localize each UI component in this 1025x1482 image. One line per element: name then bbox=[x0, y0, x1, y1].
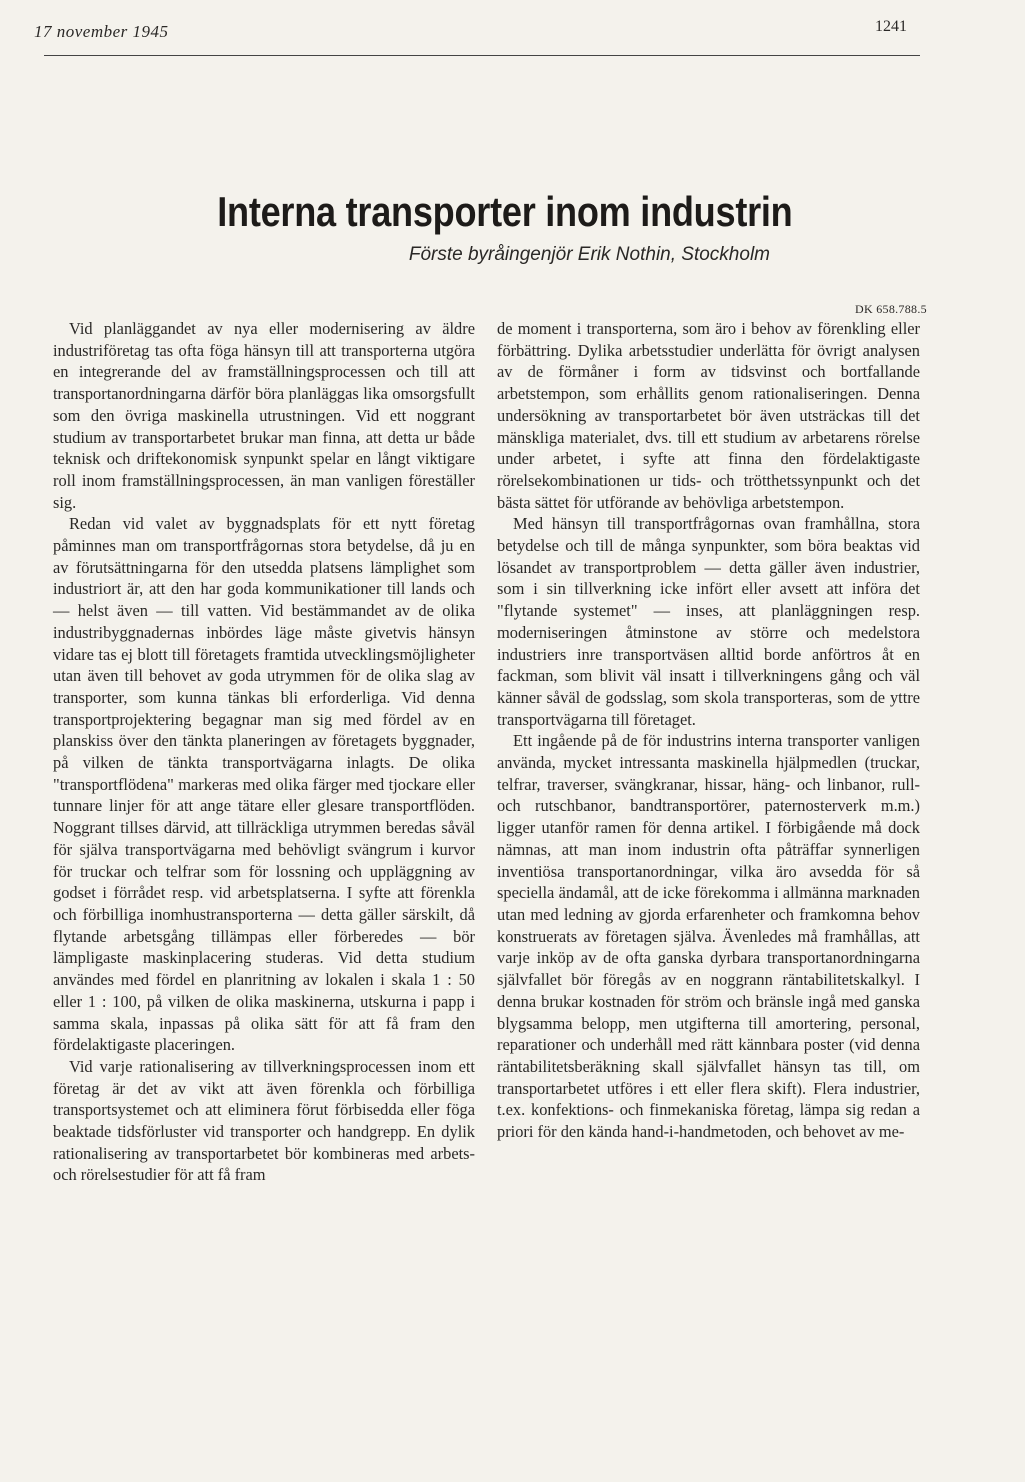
paragraph: Med hänsyn till transportfrågornas ovan framhållna, stora betydelse och till de många synpunkter, som böra beaktas vid lösandet av transportproblem — detta gäller även industrier, som i sin tillverkning icke infört eller avsett att införa det "flytande systemet" — inses, att planläggningen resp. moderniseringen åtminstone av större och medelstora industriers inre transportväsen alltid borde anförtros åt en fackman, som blivit väl insatt i tillverkningens gång och väl känner såväl de godsslag, som skola transporteras, som de yttre transportvägarna till företaget. bbox=[497, 514, 920, 729]
page-number: 1241 bbox=[875, 18, 907, 35]
article-title: Interna transporter inom industrin bbox=[217, 188, 793, 236]
paragraph: Vid planläggandet av nya eller modernisering av äldre industriföretag tas ofta föga hänsyn till att transporterna utgöra en integrerande del av framställningsprocessen och till att transportanordningarna därför böra planläggas lika omsorgsfullt som den övriga maskinella utrustningen. Vid ett noggrant studium av transportarbetet brukar man finna, att detta ur både teknisk och driftekonomisk synpunkt spelar en långt viktigare roll inom framställningsprocessen, än man vanligen föreställer sig. bbox=[53, 319, 475, 512]
right-column bbox=[497, 318, 920, 1143]
paragraph: Vid varje rationalisering av tillverkningsprocessen inom ett företag är det av vikt att även förenkla och förbilliga transportsystemet och att eliminera förut förbisedda eller föga beaktade tidsförluster vid transporter och handgrepp. En dylik rationalisering av transportarbetet bör kombineras med arbets- och rörelsestudier för att få fram bbox=[53, 1056, 475, 1185]
paragraph: de moment i transporterna, som äro i behov av förenkling eller förbättring. Dylika arbetsstudier underlätta för övrigt analysen av de förmåner i form av tidsvinst och bortfallande arbetstempon, som erhållits genom rationaliseringen. Denna undersökning av transportarbetet bör även utsträckas till det mänskliga materialet, dvs. till ett studium av arbetarens rörelse under arbetet, i syfte att finna den fördelaktigaste rörelsekombinationen ur tids- och trötthetssynpunkt och det bästa sättet för utförande av behövliga arbetstempon. bbox=[497, 319, 920, 512]
header-rule bbox=[44, 55, 920, 56]
classification-code: DK 658.788.5 bbox=[855, 302, 927, 316]
running-header-date: 17 november 1945 bbox=[34, 22, 169, 41]
paragraph: Redan vid valet av byggnadsplats för ett nytt företag påminnes man om transportfrågornas stora betydelse, då ju en av förutsättningarna för den utsedda platsens lämplighet som industriort är, att den har goda kommunikationer till lands och — helst även — till vatten. Vid bestämmandet av de olika industribyggnadernas inbördes läge måste givetvis hänsyn vidare tas ej blott till företagets framtida utvecklingsmöjligheter utan även till behovet av goda utrymmen för de olika slag av transporter, som kunna tänkas bli erforderliga. Vid denna transportprojektering begagnar man sig med fördel av en planskiss över den tänkta planeringen av företagets byggnader, på vilken de tänkta transportvägarna inlagts. De olika "transportflödena" markeras med olika färger med tjockare eller tunnare linjer för att ange tätare eller glesare transportflöden. Noggrant tillses därvid, att tillräckliga utrymmen beredas såväl för själva transportvägarna med behövligt svängrum i kurvor för truckar och telfrar som för lossning och uppläggning av godset i förrådet resp. vid arbetsplatserna. I syfte att förenkla och förbilliga inomhustransporterna — detta gäller särskilt, då flytande arbetsgång tillämpas eller förberedes — bör lämpligaste maskinplacering studeras. Vid detta studium användes med fördel en planritning av lokalen i skala 1 : 50 eller 1 : 100, på vilken de olika maskinerna, utskurna i papp i samma skala, inpassas på olika sätt för att få fram den fördelaktigaste placeringen. bbox=[53, 514, 475, 1055]
article-byline: Förste byråingenjör Erik Nothin, Stockholm bbox=[408, 244, 770, 265]
left-column bbox=[53, 318, 475, 1186]
paragraph: Ett ingående på de för industrins interna transporter vanligen använda, mycket intressanta maskinella hjälpmedlen (truckar, telfrar, traverser, svängkranar, hissar, häng- och linbanor, rull- och rutschbanor, bandtransportörer, paternosterverk m.m.) ligger utanför ramen för denna artikel. I förbigående må dock nämnas, att man inom industrin ofta påträffar synnerligen inventiösa transportanordningar, vilka äro avsedda för så speciella ändamål, att de icke förekomma i allmänna marknaden utan med ledning av gjorda erfarenheter och framkomna behov konstruerats av företagen själva. Ävenledes må framhållas, att varje inköp av de ofta ganska dyrbara transportanordningarna självfallet bör föregås av en noggrann räntabilitetskalkyl. I denna brukar kostnaden för ström och bränsle ingå med ganska blygsamma belopp, men utgifterna till amortering, personal, reparationer och underhåll med rätt kännbara poster (vid denna räntabilitetsberäkning skall självfallet hänsyn tas till, om transportarbetet utföres i ett eller flera skift). Flera industrier, t.ex. konfektions- och finmekaniska företag, lämpa sig redan a priori för den kända hand-i-handmetoden, och behovet av me- bbox=[497, 731, 920, 1142]
